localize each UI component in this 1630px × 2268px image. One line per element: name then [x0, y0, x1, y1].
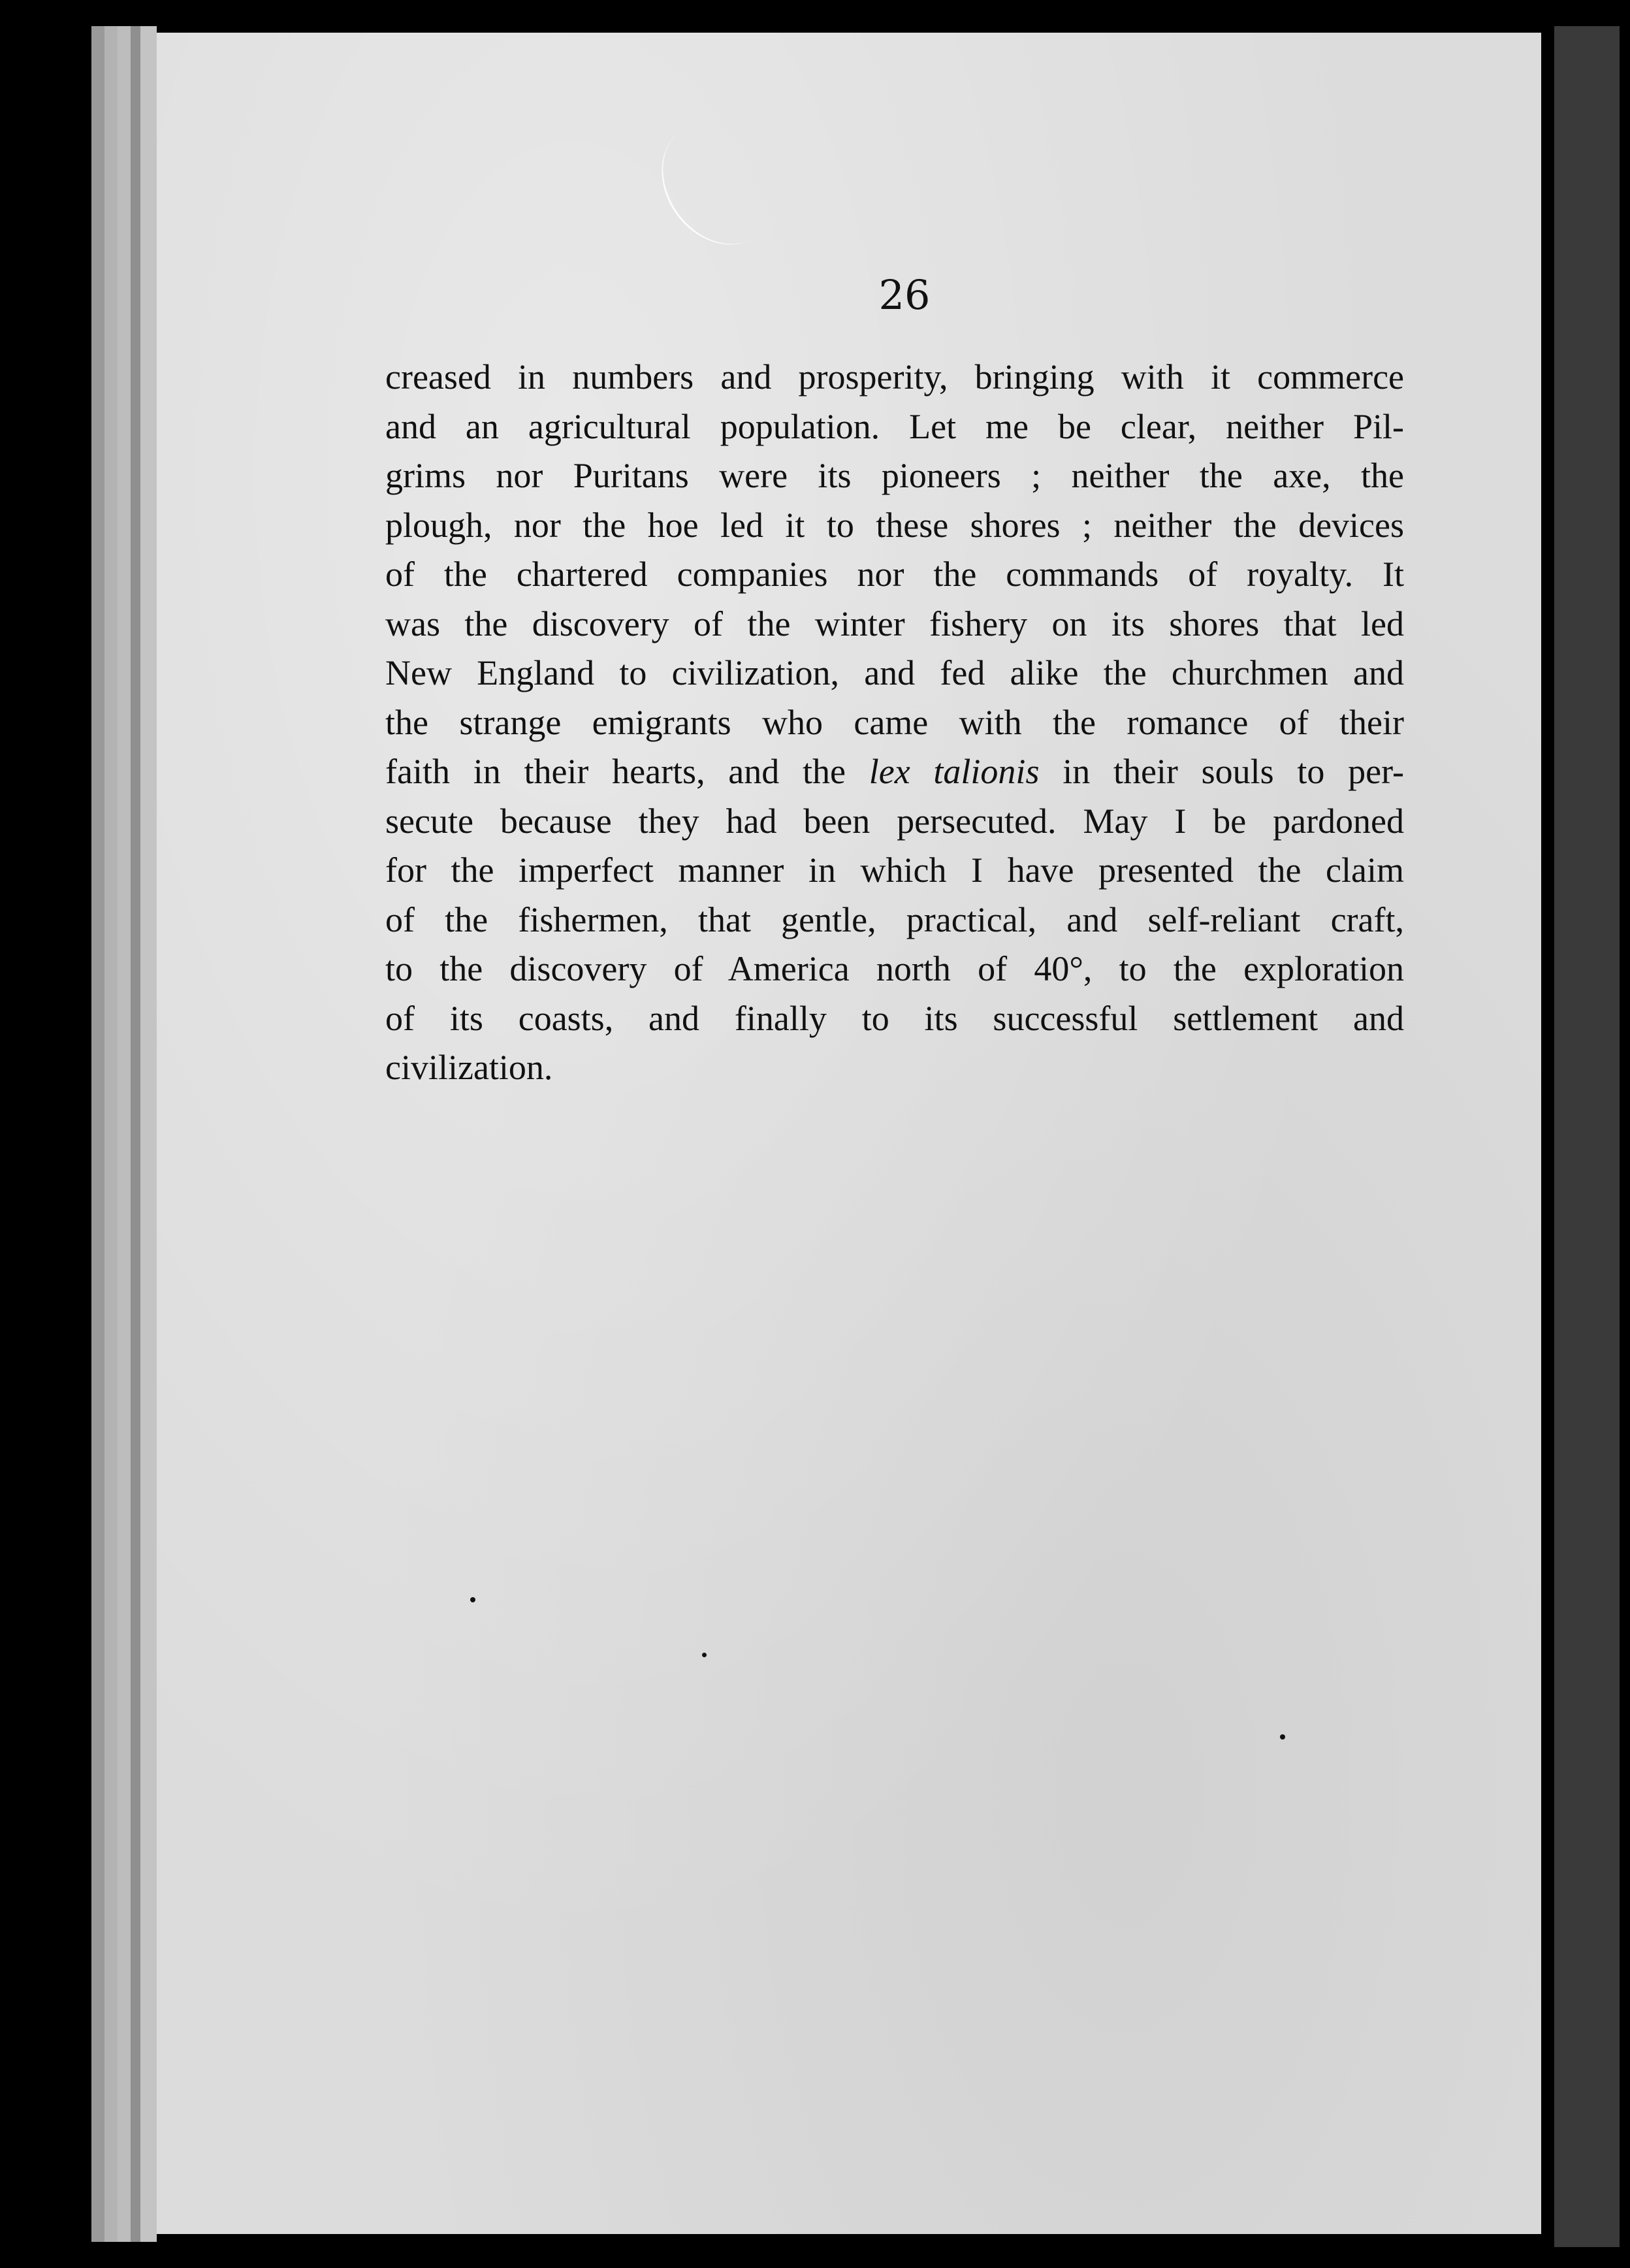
- text-line: of its coasts, and finally to its successful settlement and: [385, 998, 1404, 1038]
- body-paragraph: [385, 353, 1404, 1093]
- text-line: the strange emigrants who came with the romance of their: [385, 702, 1404, 742]
- text-line: grims nor Puritans were its pioneers ; neither the axe, the: [385, 456, 1404, 495]
- text-line: to the discovery of America north of 40°, to the exploration: [385, 949, 1404, 988]
- scan-speck: [702, 1653, 707, 1657]
- text-line: secute because they had been persecuted. May I be pardoned: [385, 801, 1404, 841]
- text-line: was the discovery of the winter fishery on its shores that led: [385, 604, 1404, 643]
- text-line: and an agricultural population. Let me be clear, neither Pil-: [385, 406, 1404, 446]
- binding-strip: [1554, 26, 1620, 2247]
- text-line: for the imperfect manner in which I have presented the claim: [385, 850, 1404, 890]
- page-edge: [140, 26, 157, 2242]
- text-line: of the chartered companies nor the commands of royalty. It: [385, 555, 1404, 594]
- text-segment: faith in their hearts, and the: [385, 752, 846, 791]
- scan-speck: [1280, 1734, 1285, 1740]
- text-segment: in their souls to per-: [1039, 752, 1405, 791]
- text-line: plough, nor the hoe led it to these shores ; neither the devices: [385, 505, 1404, 545]
- scan-scratch: [638, 99, 800, 267]
- text-line: New England to civilization, and fed alike the churchmen and: [385, 653, 1404, 692]
- text-line-with-italic: [385, 747, 1404, 797]
- text-line: of the fishermen, that gentle, practical, and self-reliant craft,: [385, 899, 1404, 939]
- text-line: creased in numbers and prosperity, bringing with it commerce: [385, 357, 1404, 397]
- scan-speck: [470, 1597, 475, 1602]
- italic-phrase: lex talionis: [869, 752, 1040, 791]
- page-number: 26: [878, 271, 931, 319]
- text-line-final: civilization.: [385, 1048, 553, 1087]
